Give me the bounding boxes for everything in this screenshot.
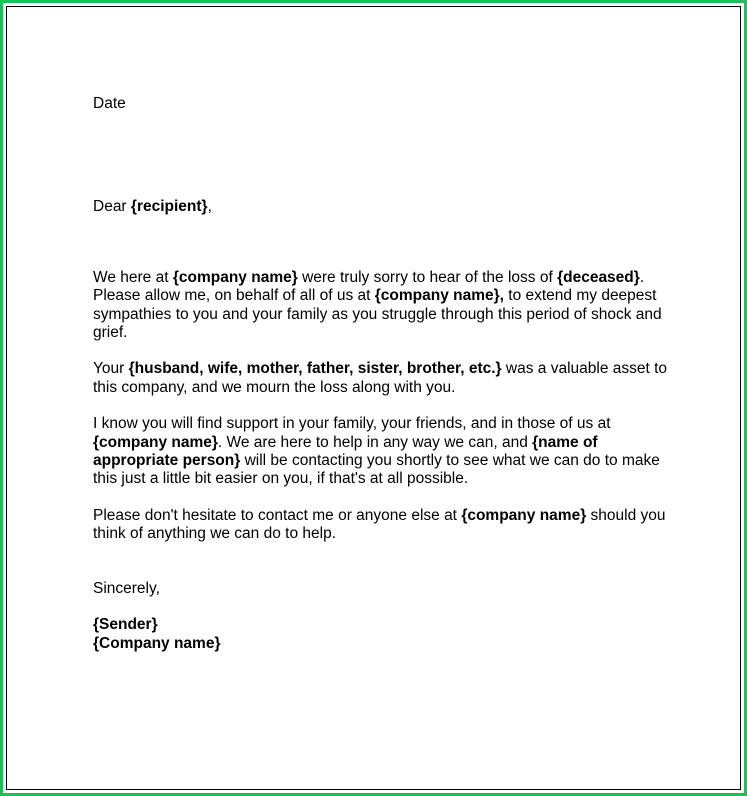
- date-line: Date: [93, 95, 126, 112]
- greeting-line: [93, 198, 683, 216]
- paragraph-support: [93, 415, 683, 489]
- p4-text-a: Please don't hesitate to contact me or anyone else at: [93, 506, 462, 524]
- p1-text-a: We here at: [93, 268, 173, 286]
- p2-text-a: Your: [93, 360, 129, 378]
- appropriate-person-placeholder: {name of appropriate person}: [93, 433, 598, 470]
- deceased-placeholder: {deceased}: [557, 268, 640, 286]
- greeting-prefix: Dear: [93, 198, 131, 216]
- p1-text-b: were truly sorry to hear of the loss of: [297, 268, 558, 286]
- relation-placeholder: {husband, wife, mother, father, sister, brother, etc.}: [128, 360, 502, 378]
- recipient-placeholder: {recipient}: [130, 198, 208, 216]
- p1-text-e: to extend my deepest sympathies to you and your family as you struggle through this period of shock and grief.: [93, 287, 662, 342]
- p1-text-d: Please allow me, on behalf of all of us at: [93, 287, 375, 305]
- company-name-placeholder: {company name}: [93, 433, 218, 451]
- paragraph-relation: [93, 360, 683, 397]
- p3-text-b: . We are here to help in any way we can, and: [217, 433, 533, 451]
- p4-text-b: should you think of anything we can do to help.: [93, 506, 666, 543]
- company-name-placeholder: {company name}: [461, 506, 587, 524]
- p2-text-b: was a valuable asset to this company, and we mourn the loss along with you.: [93, 360, 668, 396]
- greeting-suffix: ,: [207, 198, 212, 216]
- company-signature-placeholder: {Company name}: [93, 634, 221, 652]
- paragraph-condolence: [93, 269, 683, 343]
- p3-text-a: I know you will find support in your family, your friends, and in those of us at: [93, 415, 611, 433]
- paragraph-contact: [93, 507, 683, 544]
- p3-text-c: will be contacting you shortly to see what we can do to make this just a little bit easier on you, if that's at all possible.: [93, 452, 660, 488]
- closing-line: Sincerely,: [93, 579, 160, 597]
- company-name-placeholder: {company name},: [374, 287, 504, 305]
- letter-body: [93, 95, 683, 653]
- company-name-placeholder: {company name}: [172, 268, 298, 286]
- sender-placeholder: {Sender}: [93, 616, 158, 634]
- signature-block: [93, 616, 683, 653]
- p1-text-c: .: [639, 268, 645, 286]
